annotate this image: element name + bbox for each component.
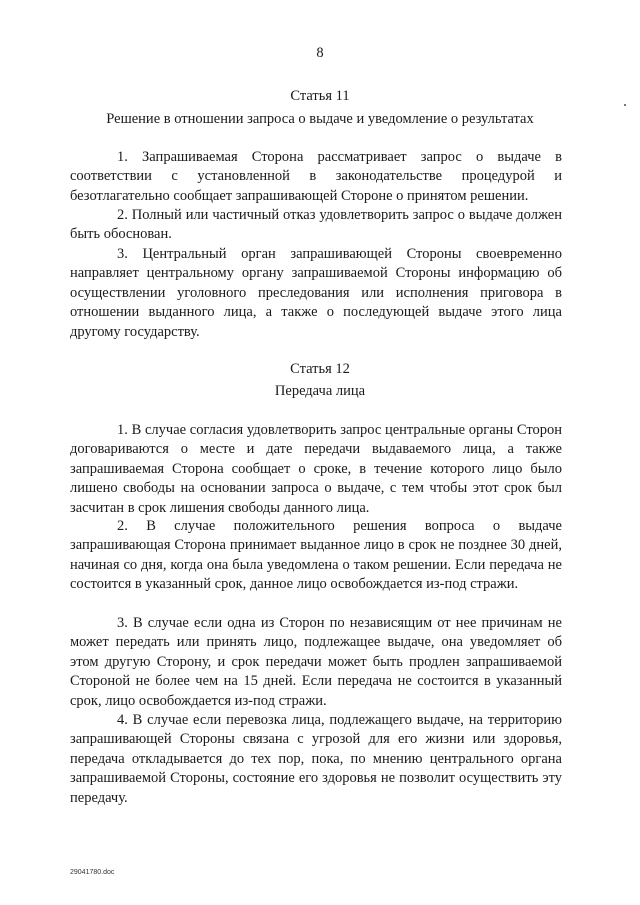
article-11-title: Решение в отношении запроса о выдаче и уведомление о результатах (106, 111, 534, 127)
article-12-title: Передача лица (274, 383, 366, 399)
article-12-paragraph-1: 1. В случае согласия удовлетворить запрос центральные органы Сторон договариваются о месте и дате передачи выдаваемого лица, а также запрашиваемая Сторона сообщает о сроке, в течение которого лицо было лишено свободы на основании запроса о выдаче, с тем чтобы этот срок был засчитан в срок лишения свободы данного лица. (70, 422, 562, 516)
scan-mark (624, 104, 626, 106)
article-11-paragraph-3: 3. Центральный орган запрашивающей Стороны своевременно направляет центральному органу запрашиваемой Стороны информацию об осуществлении уголовного преследования или исполнения приговора в отношении выданного лица, а также о последующей выдаче этого лица другому государству. (70, 246, 562, 340)
article-11-paragraph-2: 2. Полный или частичный отказ удовлетворить запрос о выдаче должен быть обоснован. (70, 207, 562, 243)
page-number: 8 (316, 45, 324, 61)
article-12-paragraph-2: 2. В случае положительного решения вопроса о выдаче запрашивающая Сторона принимает выданное лицо в срок не позднее 30 дней, начиная со дня, когда она была уведомлена о таком решении. Если передача не состоится в указанный срок, данное лицо освобождается из-под стражи. (70, 518, 562, 593)
article-11-heading: Статья 11 (290, 88, 350, 104)
article-12-heading: Статья 12 (290, 361, 350, 377)
article-11-paragraph-1: 1. Запрашиваемая Сторона рассматривает запрос о выдаче в соответствии с установленной в законодательстве процедурой и безотлагательно сообщает запрашивающей Стороне о принятом решении. (70, 149, 562, 204)
article-12-paragraph-4: 4. В случае если перевозка лица, подлежащего выдаче, на территорию запрашивающей Стороны связана с угрозой для его жизни или здоровья, передача откладывается до тех пор, пока, по мнению центрального органа запрашиваемой Стороны, состояние его здоровья не позволит осуществить эту передачу. (70, 712, 562, 806)
footer-file-reference: 29041780.doc (70, 869, 115, 876)
article-12-paragraph-3: 3. В случае если одна из Сторон по независящим от нее причинам не может передать или принять лицо, подлежащее выдаче, она уведомляет об этом другую Сторону, и срок передачи может быть продлен запрашиваемой Стороной не более чем на 15 дней. Если передача не состоится в указанный срок, лицо освобождается из-под стражи. (70, 615, 562, 709)
